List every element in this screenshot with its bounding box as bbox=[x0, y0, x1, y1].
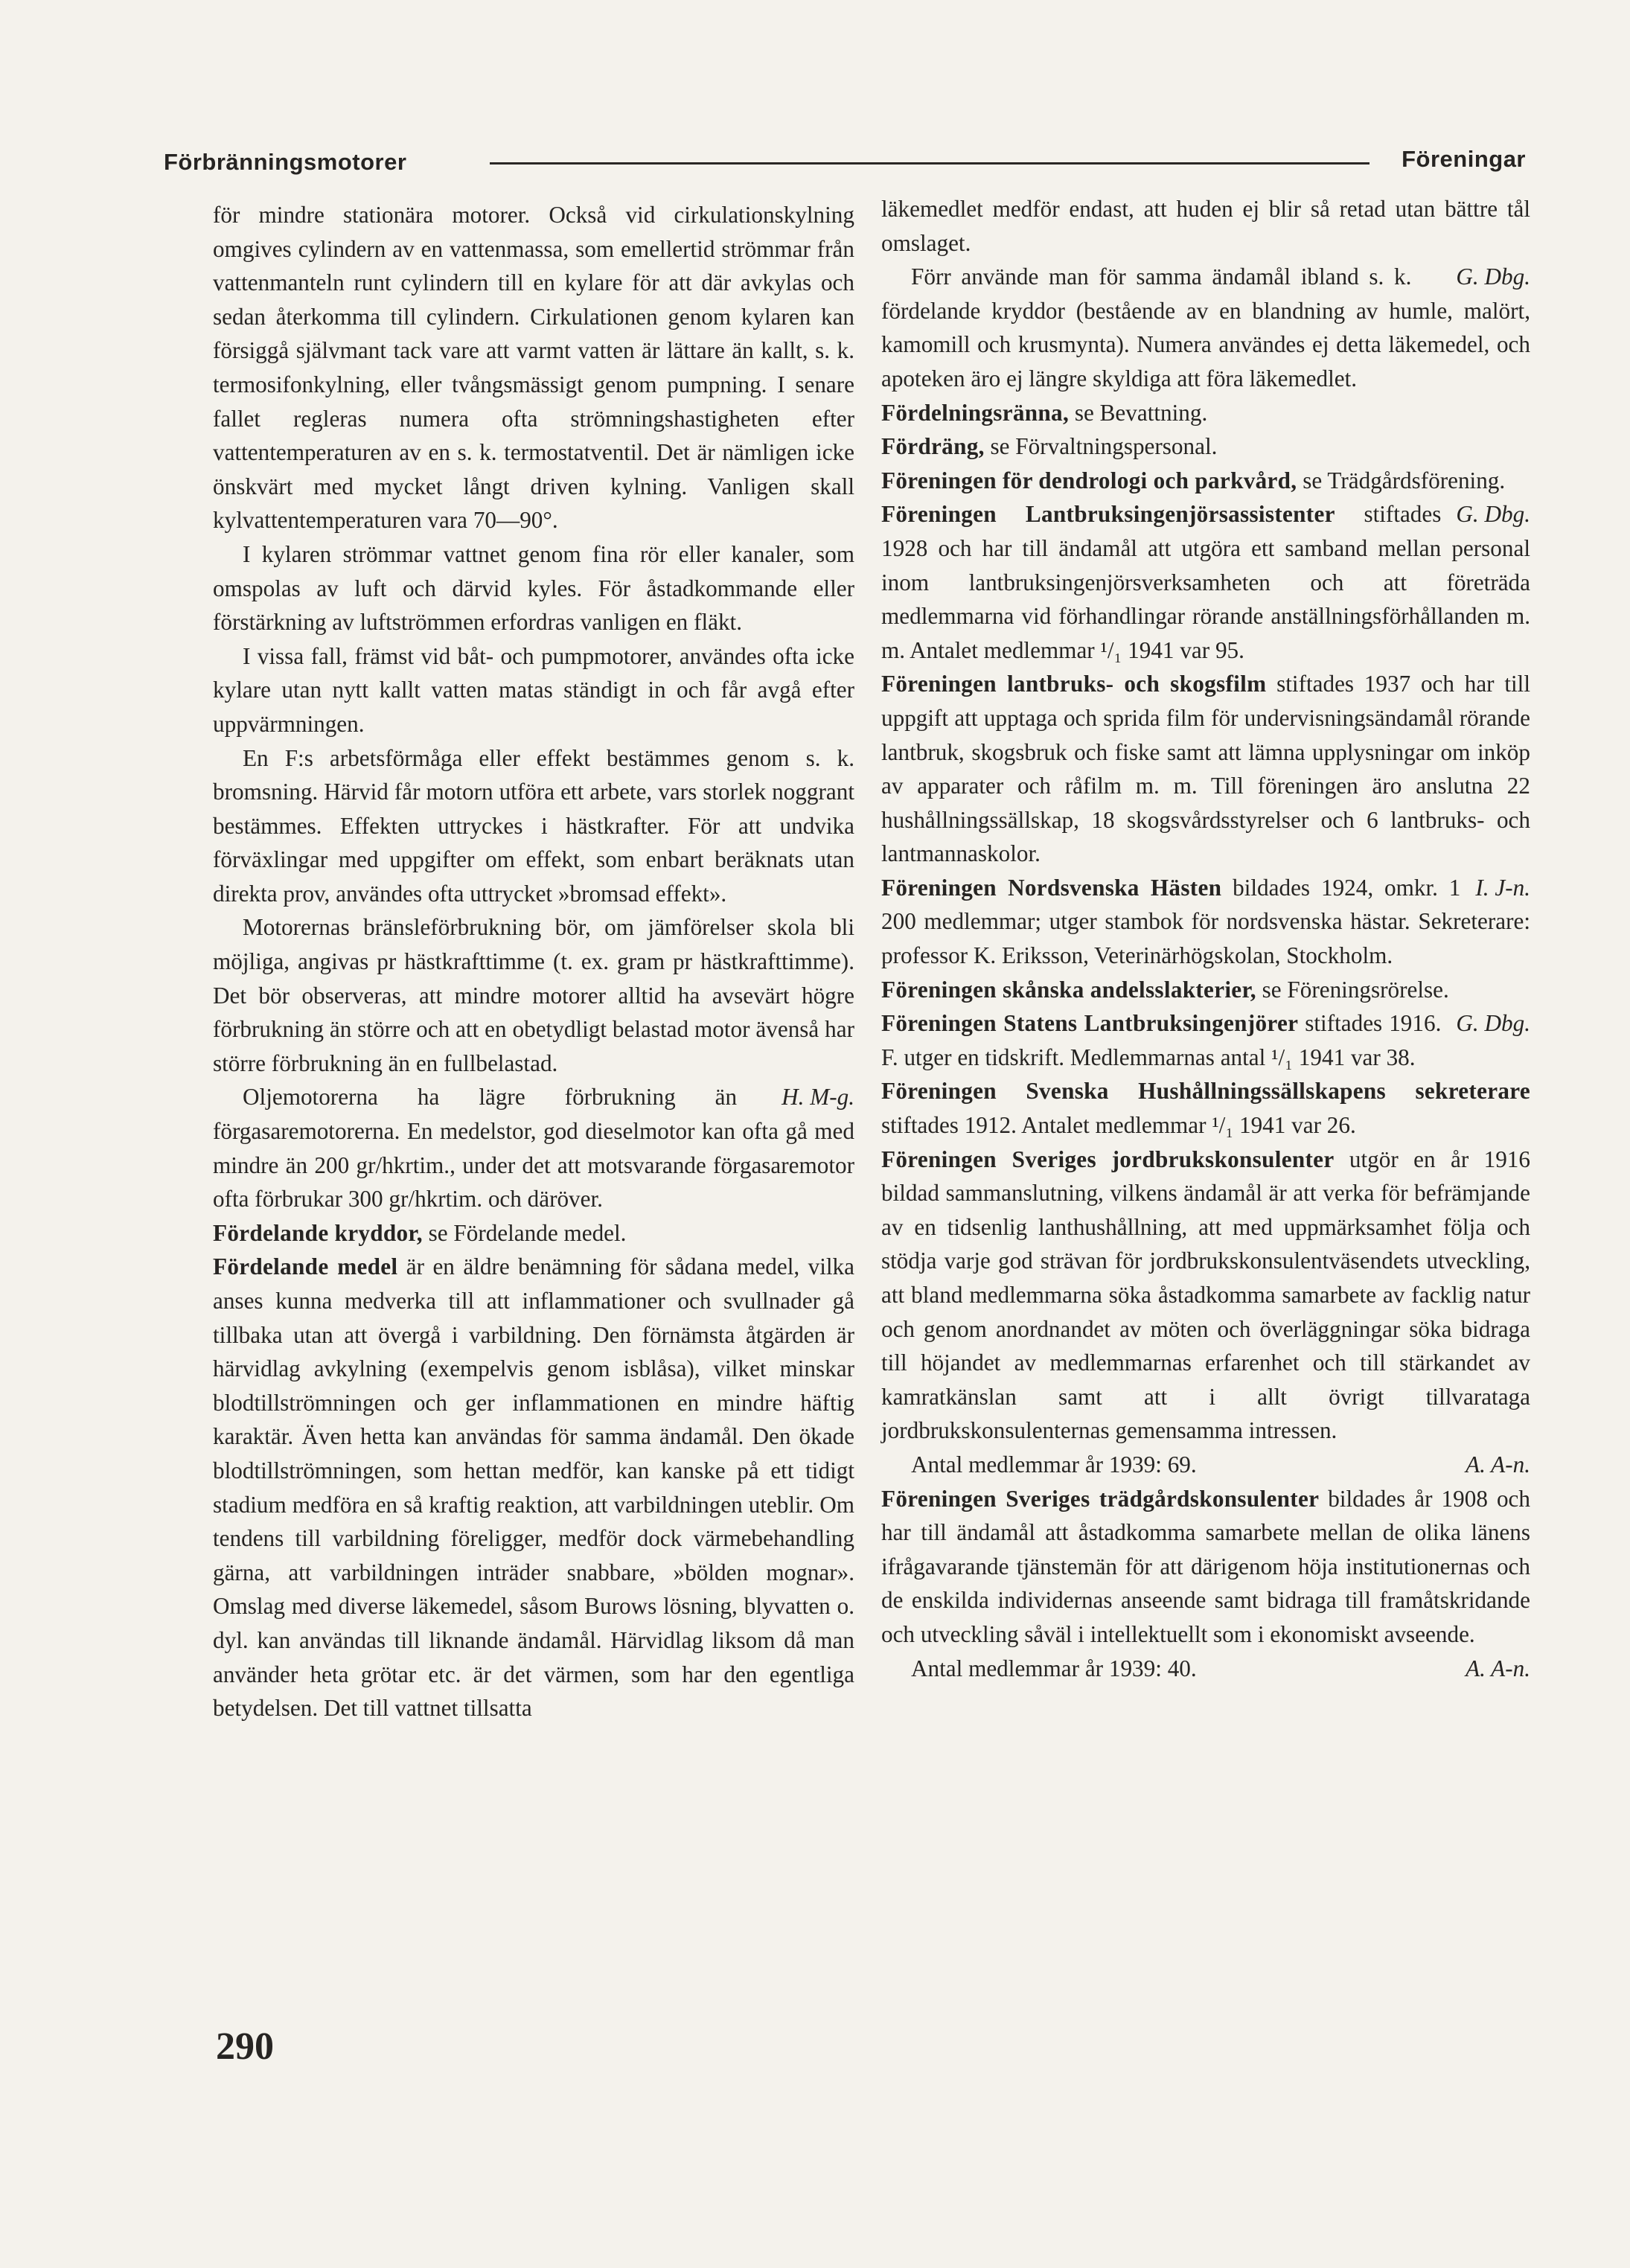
left-column bbox=[213, 198, 854, 1725]
author-signature: A. A-n. bbox=[1466, 1655, 1530, 1681]
author-signature: I. J-n. bbox=[1475, 874, 1530, 901]
paragraph bbox=[213, 910, 854, 1080]
dictionary-entry bbox=[881, 871, 1530, 973]
paragraph-text: stiftades 1916. F. utger en tidskrift. Medlemmarnas antal ¹/₁ 1941 var 38. bbox=[881, 1010, 1442, 1070]
author-signature: A. A-n. bbox=[1466, 1451, 1530, 1478]
paragraph-text: Antal medlemmar år 1939: 40. bbox=[911, 1655, 1197, 1681]
paragraph bbox=[213, 1080, 854, 1216]
paragraph-text: se Föreningsrörelse. bbox=[1256, 976, 1449, 1003]
paragraph-text: se Bevattning. bbox=[1069, 399, 1208, 426]
paragraph-text: utgör en år 1916 bildad sammanslutning, vilkens ändamål är att verka för befrämjande av en tidsenlig lanthushållning, att med uppmärksamhet följa och stödja varje god strävan för jordbrukskonsulentväsendets utveckling, att bland medlemmarna söka åstadkomma samarbete av facklig natur och genom anordnandet av möten och överläggningar söka bidraga till höjandet av medlemmarnas erfarenhet och till stärkandet av kamratkänslan samt att i allt övrigt tillvarataga jordbrukskonsulenternas gemensamma intressen. bbox=[881, 1146, 1530, 1444]
paragraph bbox=[881, 1652, 1530, 1686]
author-signature: G. Dbg. bbox=[1456, 501, 1530, 528]
paragraph bbox=[213, 741, 854, 911]
paragraph-text: I kylaren strömmar vattnet genom fina rör eller kanaler, som omspolas av luft och därvid kyles. För åstadkommande eller förstärkning av luftströmmen erfordras vanligen en fläkt. bbox=[213, 540, 854, 636]
running-header bbox=[164, 146, 1526, 182]
dictionary-entry bbox=[213, 1216, 854, 1250]
paragraph bbox=[213, 537, 854, 639]
paragraph-text: stiftades 1928 och har till ändamål att utgöra ett samband mellan personal inom lantbruksingenjörsverksamheten och att företräda medlemmarna vid förhandlingar rörande anställningsförhållanden m. m. Antalet medlemmar ¹/₁ 1941 var 95. bbox=[881, 501, 1530, 663]
entry-headword: Föreningen Svenska Hushållningssällskapens sekreterare bbox=[881, 1078, 1530, 1105]
paragraph bbox=[213, 198, 854, 537]
entry-headword: Föreningen Statens Lantbruksingenjörer bbox=[881, 1010, 1299, 1037]
dictionary-entry bbox=[881, 1006, 1530, 1074]
dictionary-entry bbox=[881, 1482, 1530, 1652]
author-signature: H. M-g. bbox=[782, 1084, 854, 1111]
entry-headword: Föreningen Lantbruksingenjörsassistenter bbox=[881, 501, 1335, 528]
author-signature: G. Dbg. bbox=[1456, 263, 1530, 290]
dictionary-entry bbox=[881, 973, 1530, 1007]
paragraph-text: bildades 1924, omkr. 1 200 medlemmar; utger stambok för nordsvenska hästar. Sekreterare: professor K. Eriksson, Veterinärhögskolan, Stockholm. bbox=[881, 874, 1530, 969]
paragraph-text: En F:s arbetsförmåga eller effekt bestämmes genom s. k. bromsning. Härvid får motorn utföra ett arbete, vars storlek noggrant bestämmes. Effekten uttryckes i hästkrafter. För att undvika förväxlingar med uppgifter om effekt, som enbart beräknats utan direkta prov, användes ofta uttrycket »bromsad effekt». bbox=[213, 744, 854, 907]
paragraph-text: Oljemotorerna ha lägre förbrukning än förgasaremotorerna. En medelstor, god dieselmotor kan ofta gå med mindre än 200 gr/hkrtim., under det att motsvarande förgasaremotor ofta förbrukar 300 gr/hkrtim. och däröver. bbox=[213, 1084, 854, 1213]
header-left-title: Förbränningsmotorer bbox=[164, 149, 407, 175]
dictionary-entry bbox=[881, 1074, 1530, 1142]
entry-headword: Fördelande medel bbox=[213, 1253, 398, 1280]
entry-headword: Fördelningsränna, bbox=[881, 399, 1070, 426]
paragraph-text: bildades år 1908 och har till ändamål att åstadkomma samarbete mellan de olika länens ifrågavarande tjänstemän för att därigenom höja institutionernas och de enskilda individernas anseende samt bidraga till framåtskridande och utveckling såväl i intellektuellt som i ekonomiskt avseende. bbox=[881, 1485, 1530, 1647]
right-column bbox=[881, 192, 1530, 1685]
dictionary-entry bbox=[881, 396, 1530, 430]
entry-headword: Föreningen för dendrologi och parkvård, bbox=[881, 467, 1297, 493]
entry-headword: Föreningen Sveriges jordbrukskonsulenter bbox=[881, 1146, 1335, 1172]
entry-headword: Föreningen Sveriges trädgårdskonsulenter bbox=[881, 1485, 1320, 1512]
paragraph-text: se Trädgårdsförening. bbox=[1297, 467, 1506, 493]
paragraph bbox=[881, 260, 1530, 395]
page-number: 290 bbox=[216, 2025, 274, 2068]
entry-headword: Föreningen lantbruks- och skogsfilm bbox=[881, 671, 1267, 697]
dictionary-entry bbox=[881, 1143, 1530, 1448]
entry-headword: Fördelande kryddor, bbox=[213, 1219, 423, 1246]
header-right-title: Föreningar bbox=[1402, 146, 1526, 172]
entry-headword: Föreningen skånska andelsslakterier, bbox=[881, 976, 1256, 1003]
dictionary-entry bbox=[881, 429, 1530, 464]
paragraph-text: se Fördelande medel. bbox=[422, 1219, 627, 1246]
paragraph-text: se Förvaltningspersonal. bbox=[984, 433, 1218, 460]
dictionary-entry bbox=[881, 497, 1530, 667]
paragraph-text: stiftades 1912. Antalet medlemmar ¹/₁ 1941 var 26. bbox=[881, 1112, 1356, 1139]
paragraph-text: för mindre stationära motorer. Också vid cirkulationskylning omgives cylindern av en vattenmassa, som emellertid strömmar från vattenmanteln runt cylindern till en kylare för att där avkylas och sedan återkomma till cylindern. Cirkulationen genom kylaren kan försiggå självmant tack vare att varmt vatten är lättare än kallt, s. k. termosifonkylning, eller tvångsmässigt genom pumpning. I senare fallet regleras numera ofta strömningshastigheten efter vattentemperaturen av en s. k. termostatventil. Det är nämligen icke önskvärt med mycket långt driven kylning. Vanligen skall kylvattentemperaturen vara 70—90°. bbox=[213, 202, 854, 534]
entry-headword: Föreningen Nordsvenska Hästen bbox=[881, 874, 1222, 901]
paragraph-text: Antal medlemmar år 1939: 69. bbox=[911, 1451, 1197, 1478]
paragraph-text: läkemedlet medför endast, att huden ej blir så retad utan bättre tål omslaget. bbox=[881, 196, 1530, 256]
dictionary-entry bbox=[213, 1250, 854, 1725]
paragraph bbox=[881, 192, 1530, 260]
header-rule bbox=[490, 162, 1369, 164]
paragraph bbox=[881, 1448, 1530, 1482]
dictionary-entry bbox=[881, 667, 1530, 871]
paragraph-text: stiftades 1937 och har till uppgift att upptaga och sprida film för undervisningsändamål rörande lantbruk, skogsbruk och fiske samt att lämna upplysningar om inköp av apparater och råfilm m. m. Till föreningen äro anslutna 22 hushållningssällskap, 18 skogsvårdsstyrelser och 6 lantbruks- och lantmannaskolor. bbox=[881, 671, 1530, 867]
paragraph bbox=[213, 639, 854, 741]
paragraph-text: Förr använde man för samma ändamål ibland s. k. fördelande kryddor (bestående av en blandning av humle, malört, kamomill och krusmynta). Numera användes ej detta läkemedel, och apoteken äro ej längre skyldiga att föra läkemedlet. bbox=[881, 263, 1530, 392]
dictionary-entry bbox=[881, 464, 1530, 498]
entry-headword: Fördräng, bbox=[881, 433, 985, 460]
author-signature: G. Dbg. bbox=[1456, 1010, 1530, 1037]
paragraph-text: I vissa fall, främst vid båt- och pumpmotorer, användes ofta icke kylare utan nytt kallt vatten matas ständigt in och får avgå efter uppvärmningen. bbox=[213, 642, 854, 737]
paragraph-text: är en äldre benämning för sådana medel, vilka anses kunna medverka till att inflammationer och svullnader gå tillbaka utan att övergå i varbildning. Den förnämsta åtgärden är härvidlag avkylning (exempelvis genom isblåsa), vilket minskar blodtillströmningen och ger inflammationen en mindre häftig karaktär. Även hetta kan användas för samma ändamål. Den ökade blodtillströmningen, som hettan medför, kan kanske på ett tidigt stadium medföra en så kraftig reaktion, att varbildningen uteblir. Om tendens till varbildning föreligger, medför dock värmebehandling gärna, att varbildningen inträder snabbare, »bölden mognar». Omslag med diverse läkemedel, såsom Burows lösning, blyvatten o. dyl. kan användas till liknande ändamål. Härvidlag liksom då man använder heta grötar etc. är det värmen, som har den egentliga betydelsen. Det till vattnet tillsatta bbox=[213, 1253, 854, 1722]
paragraph-text: Motorernas bränsleförbrukning bör, om jämförelser skola bli möjliga, angivas pr hästkrafttimme (t. ex. gram pr hästkrafttimme). Det bör observeras, att mindre motorer alltid ha avsevärt högre förbrukning än större och att en obetydligt belastad motor ävenså har större förbrukning än en fullbelastad. bbox=[213, 914, 854, 1076]
